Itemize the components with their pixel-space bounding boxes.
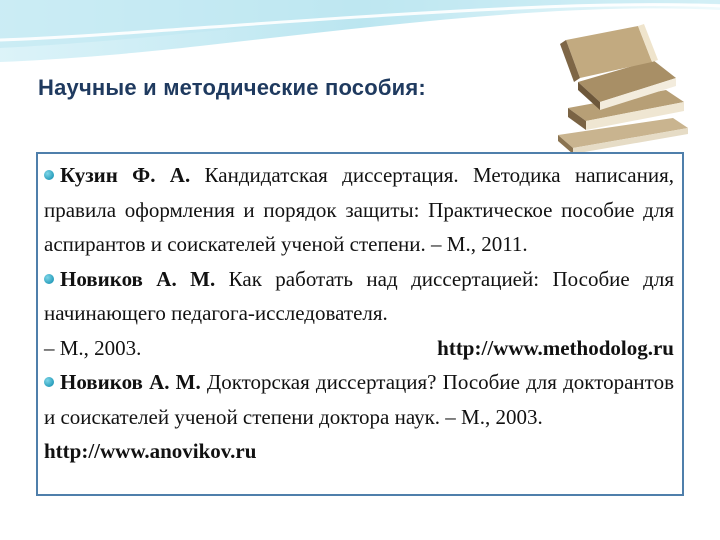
entry-text: Кандидатская диссертация. Методика написания, правила оформления и порядок защиты: Практическое пособие для аспирантов и соискателей ученой степени. – М., 2011. [44,163,674,256]
page-title: Научные и методические пособия: [38,75,426,100]
entry-author: Кузин Ф. А. [60,163,191,187]
bullet-dot-icon [44,377,54,387]
reference-entry-3 [44,365,674,434]
entry-author: Новиков А. М. [60,370,201,394]
entry-publication: – М., 2003. [44,335,142,360]
reference-entry-2 [44,262,674,331]
reference-entry-1 [44,158,674,262]
reference-entry-2-tail [44,331,674,366]
bullet-dot-icon [44,170,54,180]
entry-text: Как работать над диссертацией: Пособие для начинающего педагога-исследователя. [44,266,674,325]
entry-text: Докторская диссертация? Пособие для докторантов и соискателей ученой степени доктора наук. – М., 2003. [44,370,674,429]
stack-of-books-icon [548,20,698,160]
website-link[interactable]: http://www.methodolog.ru [437,335,674,360]
entry-author: Новиков А. М. [60,266,216,291]
bullet-dot-icon [44,274,54,284]
website-link[interactable]: http://www.anovikov.ru [44,439,257,463]
reference-list [44,158,674,469]
reference-entry-3-link [44,434,674,469]
